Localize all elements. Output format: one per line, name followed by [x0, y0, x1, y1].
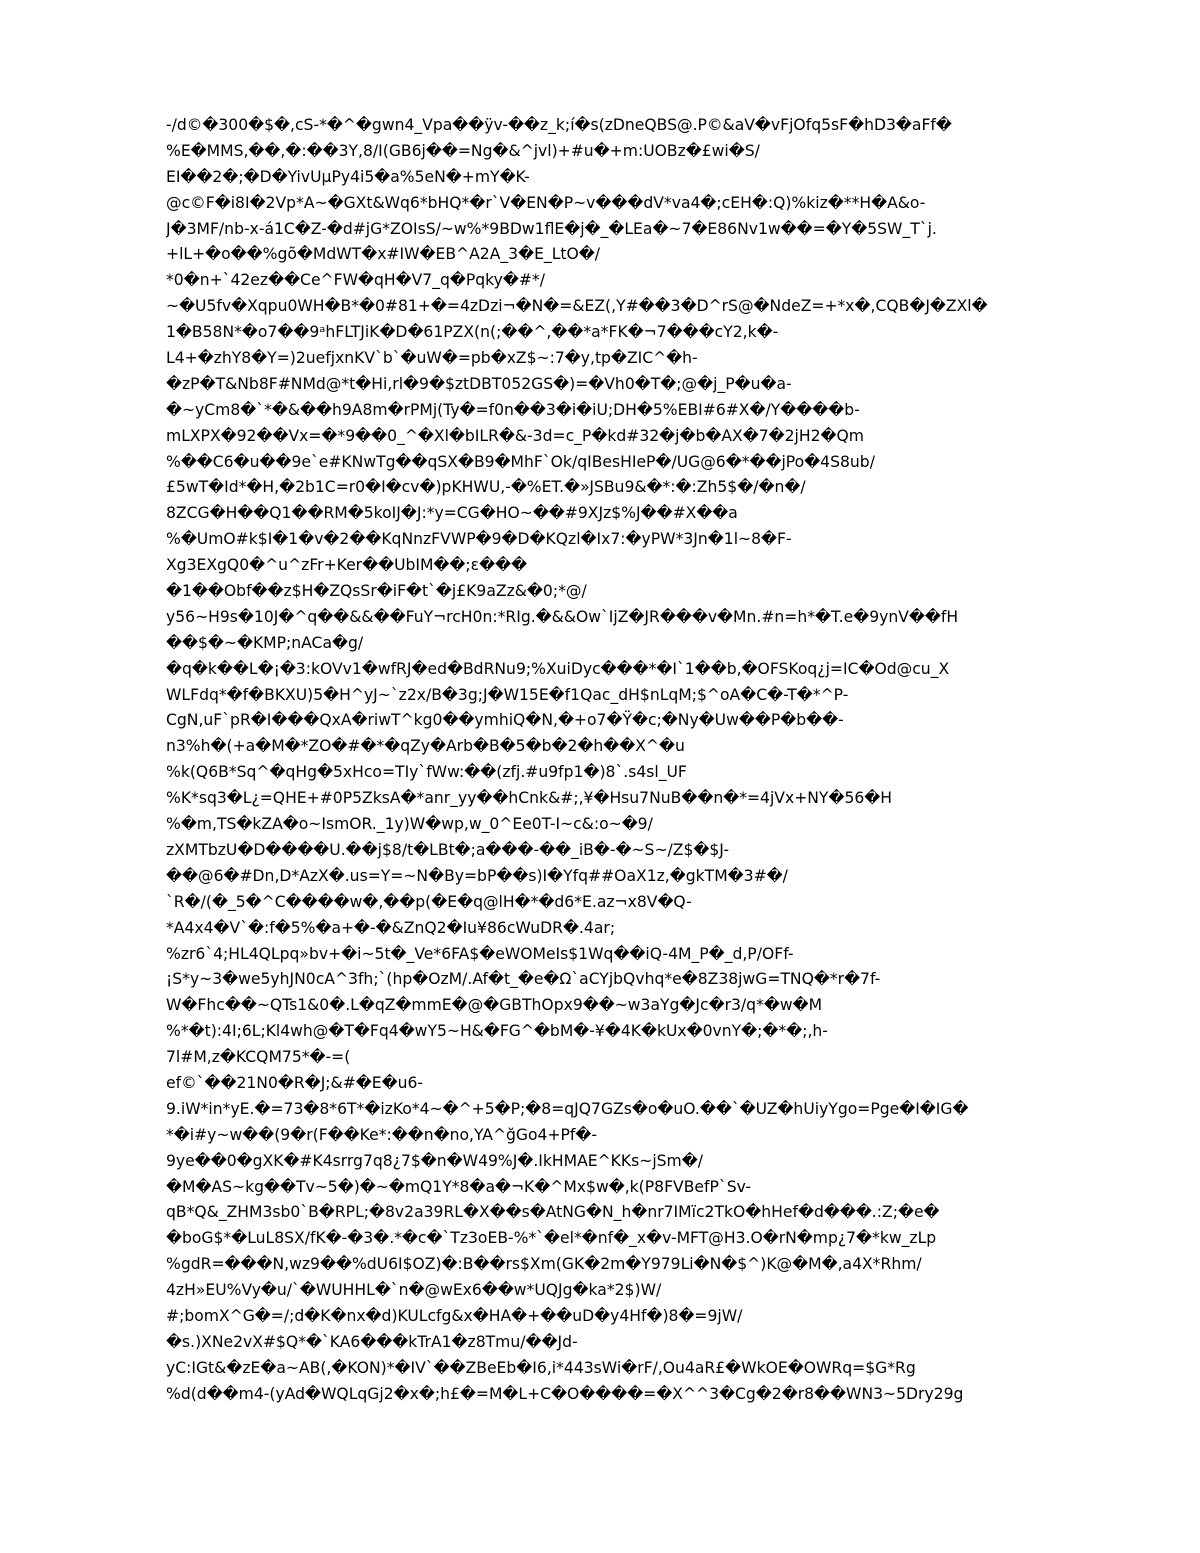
text-line: %E�MMS,��,�:��3Y,8/I(GB6j��=Ng�&^jvl)+#u�+m:UOBz�£wi�S/ — [166, 141, 760, 160]
text-line: %zr6`4;HL4QLpq»bv+�i~5t�_Ve*6FA$�eWOMeIs$1Wq��iQ-4M_P�_d,P/OFf- — [166, 944, 794, 963]
text-line: +lL+�o��%gõ�MdWT�x#IW�EB^A2A_3�E_LtO�/ — [166, 245, 601, 264]
text-line: 9ye��0�gXK�#K4srrg7q8¿7$�n�W49%J�.IkHMAE^KKs~jSm�/ — [166, 1151, 703, 1170]
text-line: WLFdq*�f�BKXU)5�H^yJ~`z2x/B�3g;J�W15E�f1Qac_dH$nLqM;$^oA�C�-T�*^P- — [166, 685, 849, 704]
text-line: %��C6�u��9e`e#KNwTg��qSX�B9�MhF`Ok/qIBesHIeP�/UG@6�*��jPo�4S8ub/ — [166, 452, 875, 471]
text-line: EI��2�;�D�YivUµPy4i5�a%5eN�+mY�K- — [166, 167, 530, 186]
text-line: `R�/(�_5�^C����w�,��p(�E�q@lH�*�d6*E.az¬x8V�Q- — [166, 892, 692, 911]
text-line: @c©F�i8I�2Vp*A~�GXt&Wq6*bHQ*�r`V�EN�P~v���dV*va4�;cEH�:Q)%kiz�**H�A&o- — [166, 193, 926, 212]
text-line: �~yCm8�`*�&��h9A8m�rPMj(Ty�=f0n��3�i�iU;DH�5%EBI#6#X�/Y����b- — [166, 400, 860, 419]
text-line: ��$�~�KMP;nACa�g/ — [166, 633, 364, 652]
text-line: 7l#M,z�KCQM75*�-=( — [166, 1048, 351, 1067]
text-line: 9.iW*in*yE.�=73�8*6T*�izKo*4~�^+5�P;�8=qJQ7GZs�o�uO.��`�UZ�hUiyYgo=Pge�I�IG� — [166, 1099, 969, 1118]
text-line: 4zH»EU%Vy�u/`�WUHHL�`n�@wEx6��w*UQJg�ka*2$)W/ — [166, 1281, 662, 1300]
text-line: %gdR=���N,wz9��%dU6I$OZ)�:B��rs$Xm(GK�2m�Y979Li�N�$^)K@�M�,a4X*Rhm/ — [166, 1255, 922, 1274]
text-line: %K*sq3�L¿=QHE+#0P5ZksA�*anr_yy��hCnk&#;,¥�Hsu7NuB��n�*=4jVx+NY�56�H — [166, 789, 893, 808]
text-line: #;bomX^G�=/;d�K�nx�d)KULcfg&x�HA�+��uD�y4Hf�)8�=9jW/ — [166, 1306, 743, 1325]
text-line: %*�t):4I;6L;Kl4wh@�T�Fq4�wY5~H&�FG^�bM�-¥�4K�kUx�0vnY�;�*�;,h- — [166, 1022, 828, 1041]
text-line: CgN,uF`pR�I���QxA�riwT^kg0��ymhiQ�N,�+o7�Ÿ�c;�Ny�Uw��P�b��- — [166, 711, 844, 730]
text-line: qB*Q&_ZHM3sb0`B�RPL;�8v2a39RL�X��s�AtNG�N_h�nr7IMïc2TkO�hHef�d���.:Z;�e� — [166, 1203, 940, 1222]
text-line: �boG$*�LuL8SX/fK�-�3�.*�c�`Tz3oEB-%*`�el*�nf�_x�v-MFT@H3.O�rN�mp¿7�*kw_zLp — [166, 1229, 937, 1248]
text-line: 8ZCG�H��Q1��RM�5koIJ�J:*y=CG�HO~��#9XJz$%J��#X��a — [166, 504, 738, 523]
text-line: %d(d��m4-(yAd�WQLqGj2�x�;h£�=M�L+C�O����=�X^^3�Cg�2�r8��WN3~5Dry29g — [166, 1384, 964, 1403]
text-line: y56~H9s�10J�^q��&&��FuY¬rcH0n:*RIg.�&&Ow`IjZ�JR���v�Mn.#n=h*�T.e�9ynV��fH — [166, 607, 959, 626]
text-line: L4+�zhY8�Y=)2uefjxnKV`b`�uW�=pb�xZ$~:7�y,tp�ZIC^�h- — [166, 349, 698, 368]
text-line: yC:IGt&�zE�a~AB(,�KON)*�IV`��ZBeEb�I6,i*443sWi�rF/,Ou4aR£�WkOE�OWRq=$G*Rg — [166, 1358, 916, 1377]
text-line: *A4x4�V`�:f�5%�a+�-�&ZnQ2�Iu¥86cWuDR�.4ar; — [166, 918, 616, 937]
text-line: *�i#y~w��(9�r(F��Ke*:��n�no,YA^ğGo4+Pf�- — [166, 1125, 598, 1144]
document-body-text — [166, 113, 1126, 1408]
text-line: %�m,TS�kZA�o~IsmOR._1y)W�wp,w_0^Ee0T-I~c&:o~�9/ — [166, 815, 653, 834]
text-line: %�UmO#k$I�1�v�2��KqNnzFVWP�9�D�KQzl�Ix7:�yPW*3Jn�1l~8�F- — [166, 530, 792, 549]
text-line: �M�AS~kg��Tv~5�)�~�mQ1Y*8�a�¬K�^Mx$w�,k(P8FVBefP`Sv- — [166, 1177, 752, 1196]
text-line: Xg3EXgQ0�^u^zFr+Ker��UbIM��;ε��� — [166, 556, 528, 575]
text-line: W�Fhc��~QTs1&0�.L�qZ�mmE�@�GBThOpx9��~w3aYg�Jc�r3/q*�w�M — [166, 996, 823, 1015]
text-line: �s.)XNe2vX#$Q*�`KA6���kTrA1�z8Tmu/��Jd- — [166, 1332, 578, 1351]
text-line: n3%h�(+a�M�*ZO�#�*�qZy�Arb�B�5�b�2�h��X^�u — [166, 737, 685, 756]
text-line: ��@6�#Dn,D*AzX�.us=Y=~N�By=bP��s)I�Yfq##OaX1z,�gkTM�3#�/ — [166, 866, 788, 885]
text-line: ¡S*y~3�we5yhJN0cA^3fh;`(hp�OzM/.Af�t_�e�Ω`aCYjbQvhq*e�8Z38jwG=TNQ�*r�7f- — [166, 970, 881, 989]
text-line: zXMTbzU�D����U.��j$8/t�LBt�;a���-��_iB�-�~S~/Z$�$J- — [166, 840, 729, 859]
text-line: %k(Q6B*Sq^�qHg�5xHco=TIy`fWw:��(zfj.#u9fp1�)8`.s4sl_UF — [166, 763, 687, 782]
text-line: ef©`��21N0�R�J;&#�E�u6- — [166, 1073, 424, 1092]
text-line: �1��Obf��z$H�ZQsSr�iF�t`�j£K9aZz&�0;*@/ — [166, 582, 587, 601]
text-line: �zP�T&Nb8F#NMd@*t�Hi,rl�9�$ztDBT052GS�)=�Vh0�T�;@�j_P�u�a- — [166, 374, 792, 393]
text-line: -/d©�300�$�,cS-*�^�gwn4_Vpa��ÿv-��z_k;í�s(zDneQBS@.P©&aV�vFjOfq5sF�hD3�aFf� — [166, 116, 952, 134]
text-line: ~�U5fv�Xqpu0WH�B*�0#81+�=4zDzi¬�N�=&EZ(,Y#��3�D^rS@�NdeZ=+*x�,CQB�J�ZXl� — [166, 297, 988, 316]
text-line: £5wT�Id*�H,�2b1C=r0�I�cv�)pKHWU,-�%ET.�»JSBu9&�*:�:Zh5$�/�n�/ — [166, 478, 806, 497]
text-line: �q�k��L�¡�3:kOVv1�wfRJ�ed�BdRNu9;%XuiDyc���*�I`1��b,�OFSKoq¿j=IC�Od@cu_X — [166, 659, 950, 678]
text-line: mLXPX�92��Vx=�*9��0_^�Xl�bILR�&-3d=c_P�kd#32�j�b�AX�7�2jH2�Qm — [166, 426, 864, 445]
text-line: *0�n+`42ez��Ce^FW�qH�V7_q�Pqky�#*/ — [166, 271, 545, 290]
text-line: J�3MF/nb-x-á1C�Z-�d#jG*ZOIsS/~w%*9BDw1flE�j�_�LEa�~7�E86Nv1w��=�Y�5SW_T`j. — [166, 219, 937, 238]
text-line: 1�B58N*�o7��9ᵃhFLTJiK�D�61PZX(n(;��^,��*a*FK�¬7���cY2,k�- — [166, 323, 779, 342]
